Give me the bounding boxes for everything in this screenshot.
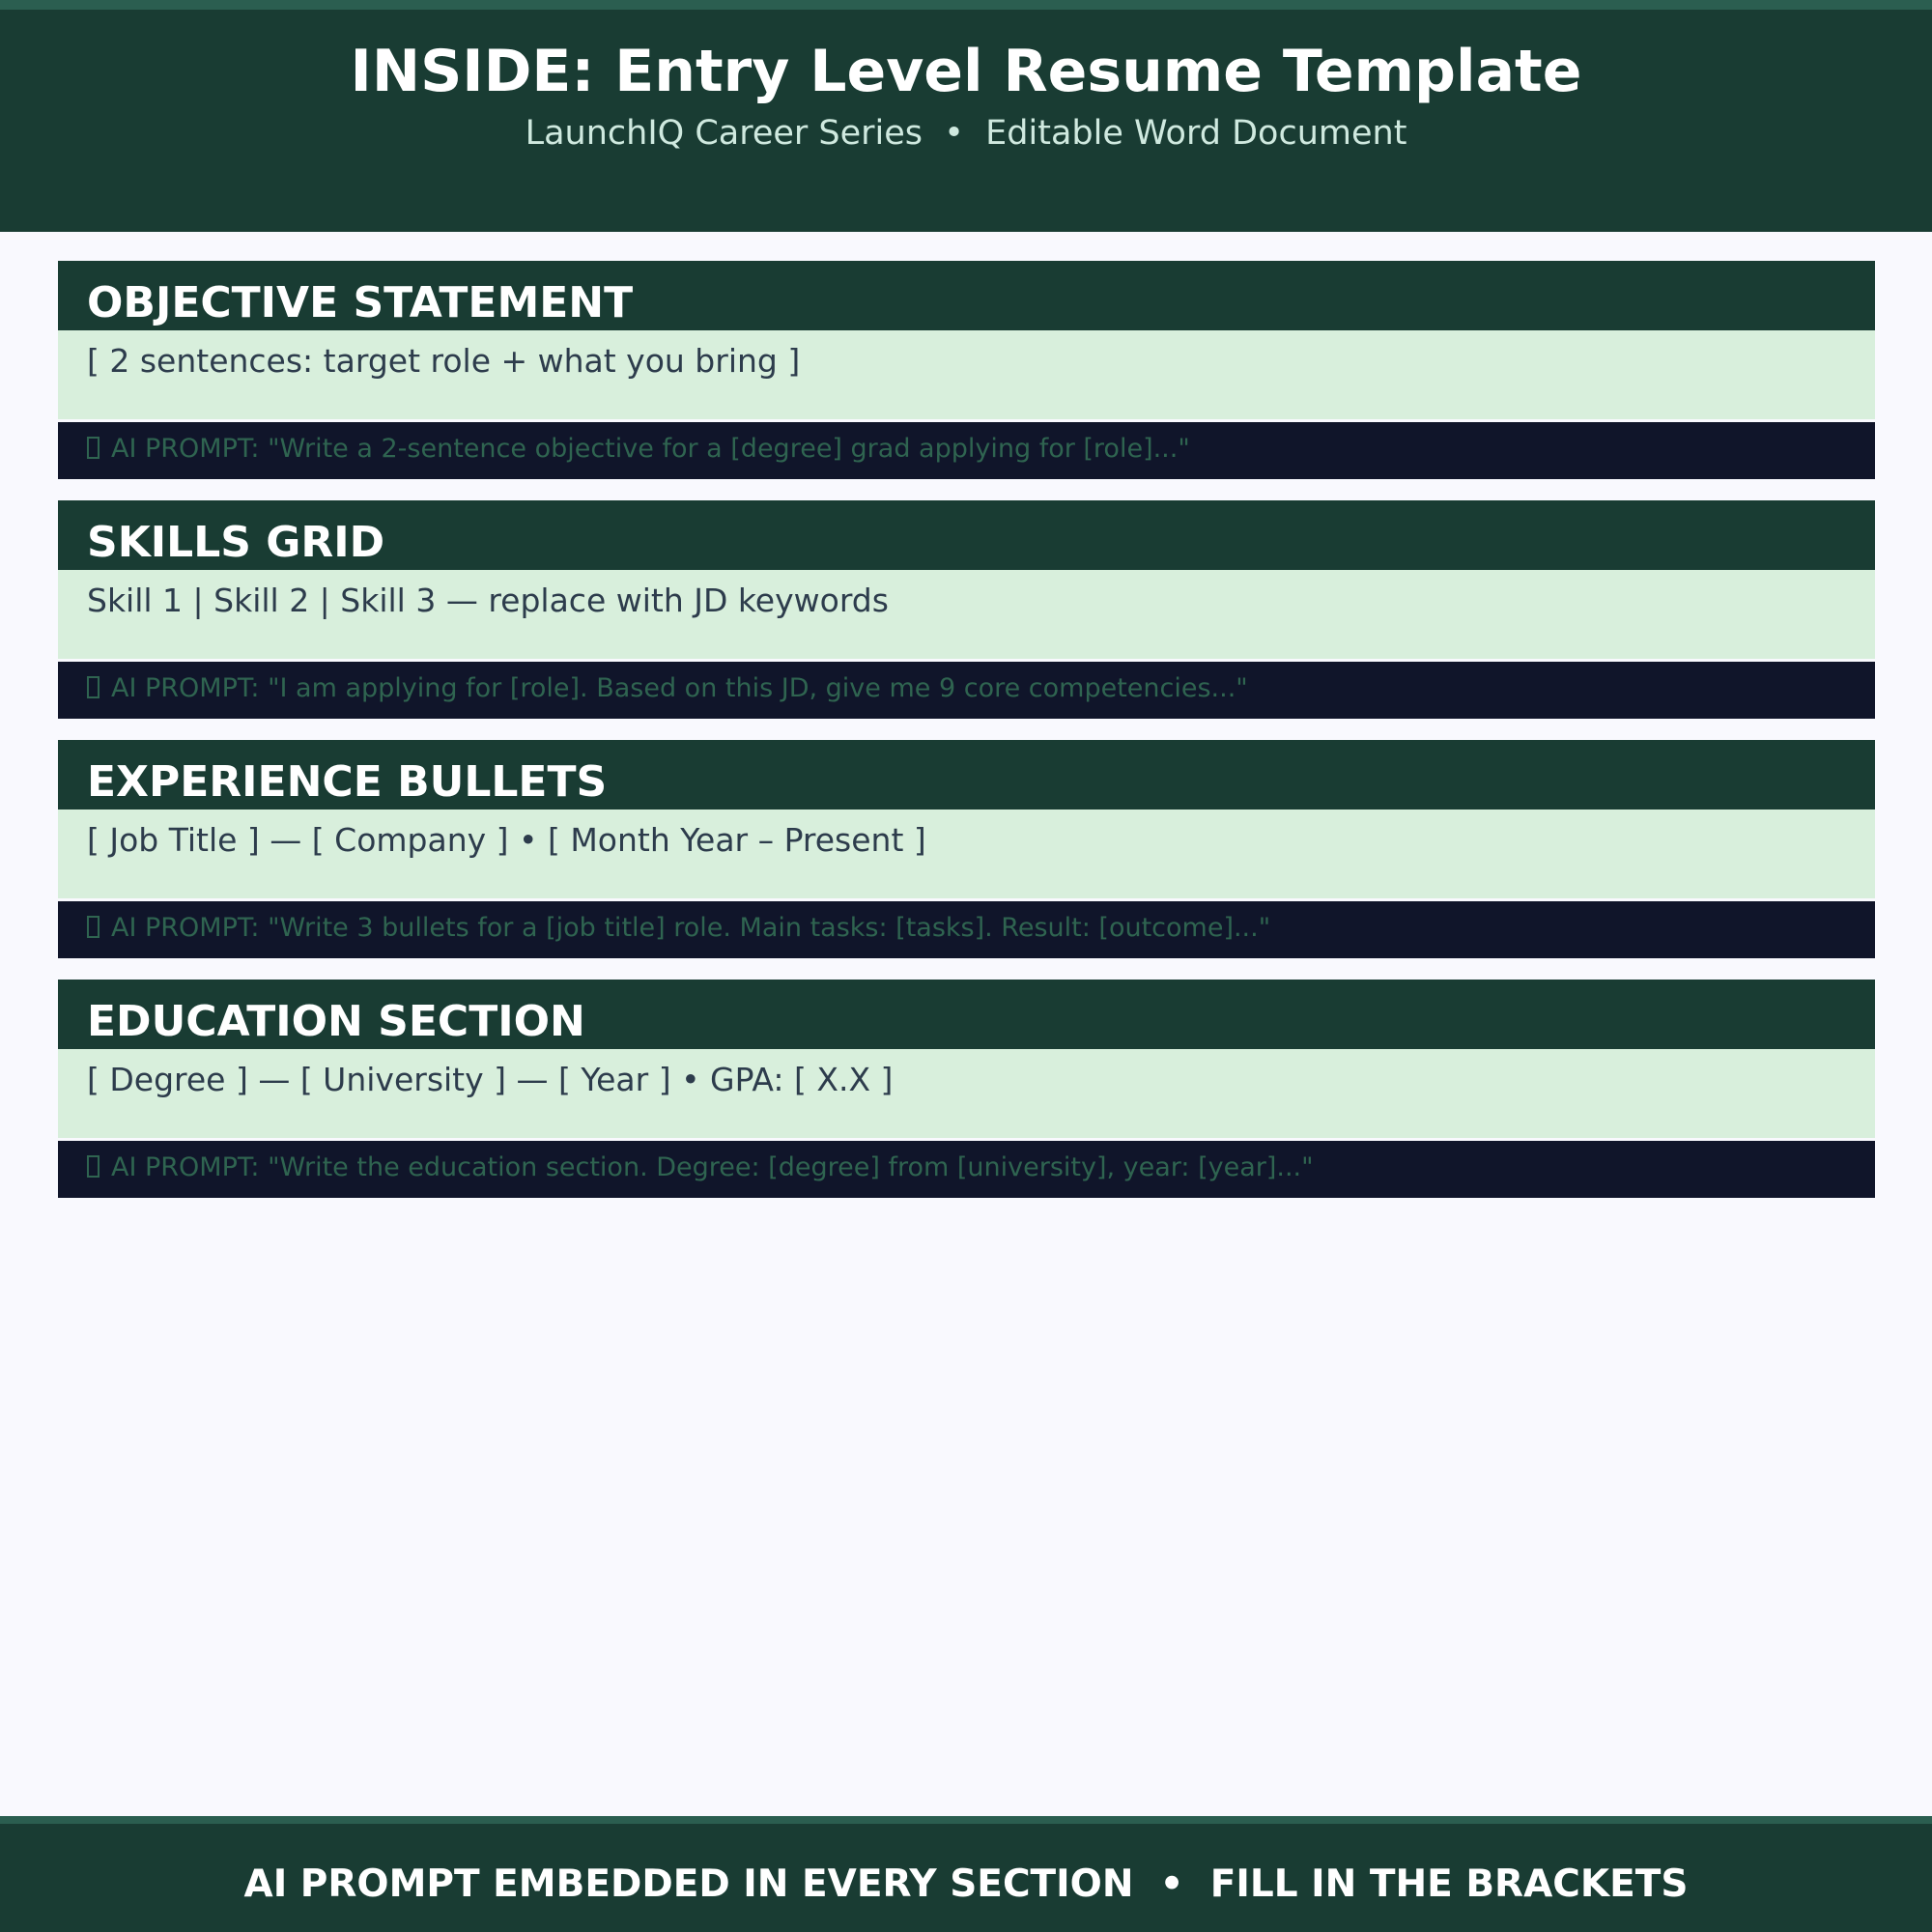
section-placeholder-field[interactable]: [ 2 sentences: target role + what you bring ] [58,330,1875,419]
missing-glyph-icon [87,437,99,459]
section-heading: EXPERIENCE BULLETS [58,740,1875,810]
ai-prompt-bar [58,1141,1875,1198]
section-experience-bullets [58,740,1875,958]
footer-banner [0,1816,1932,1932]
section-heading: SKILLS GRID [58,500,1875,570]
section-education [58,980,1875,1198]
missing-glyph-icon [87,916,99,938]
footer-text: AI PROMPT EMBEDDED IN EVERY SECTION • FILL IN THE BRACKETS [243,1862,1689,1906]
ai-prompt-text: AI PROMPT: "Write the education section. Degree: [degree] from [university], year: [year]..." [111,1152,1314,1182]
ai-prompt-text: AI PROMPT: "Write 3 bullets for a [job title] role. Main tasks: [tasks]. Result: [outcome]..." [111,913,1271,943]
section-placeholder-field[interactable]: Skill 1 | Skill 2 | Skill 3 — replace with JD keywords [58,570,1875,659]
section-placeholder-field[interactable]: [ Job Title ] — [ Company ] • [ Month Year – Present ] [58,810,1875,898]
page-subtitle: LaunchIQ Career Series • Editable Word Document [525,114,1407,153]
ai-prompt-text: AI PROMPT: "Write a 2-sentence objective for a [degree] grad applying for [role]..." [111,434,1190,464]
missing-glyph-icon [87,1155,99,1178]
ai-prompt-bar [58,662,1875,719]
section-heading: EDUCATION SECTION [58,980,1875,1049]
section-objective-statement [58,261,1875,479]
missing-glyph-icon [87,676,99,698]
ai-prompt-text: AI PROMPT: "I am applying for [role]. Based on this JD, give me 9 core competencies..." [111,673,1248,703]
page-title: INSIDE: Entry Level Resume Template [350,38,1582,105]
section-placeholder-field[interactable]: [ Degree ] — [ University ] — [ Year ] • GPA: [ X.X ] [58,1049,1875,1138]
ai-prompt-bar [58,422,1875,479]
ai-prompt-bar [58,901,1875,958]
section-skills-grid [58,500,1875,719]
header-banner [0,0,1932,232]
section-heading: OBJECTIVE STATEMENT [58,261,1875,330]
